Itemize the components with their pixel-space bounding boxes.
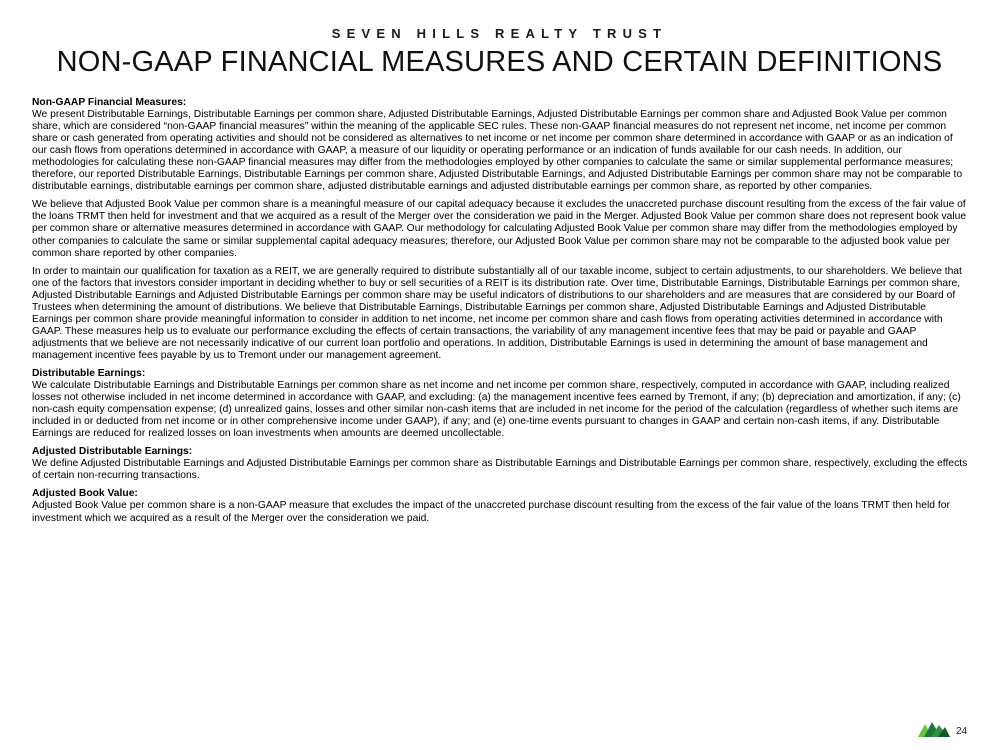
- section-heading: Non-GAAP Financial Measures:: [32, 97, 187, 108]
- section-heading: Adjusted Distributable Earnings:: [32, 446, 193, 458]
- section-distributable-earnings: [32, 368, 968, 440]
- section-adjusted-book-value: [32, 488, 968, 524]
- paragraph: Adjusted Book Value per common share is a non-GAAP measure that excludes the impact of the unaccreted purchase discount resulting from the excess of the fair value of the loans TRMT then held for investment which we acquired as a result of the Merger over the consideration we paid.: [32, 500, 950, 524]
- paragraph: We believe that Adjusted Book Value per common share is a meaningful measure of our capital adequacy because it excludes the unaccreted purchase discount resulting from the excess of the fair value of the loans TRMT then held for investment and that we acquired as a result of the Merger over the consideration we paid in the Merger. Adjusted Book Value per common share does not represent book value per common share or alternative measures determined in accordance with GAAP. Our methodology for calculating Adjusted Book Value per common share may differ from the methodologies employed by other companies to calculate the same or similar supplemental capital adequacy measures; therefore, our Adjusted Book Value per common share may not be comparable to the adjusted book value per common share reported by other companies.: [32, 199, 967, 259]
- mountains-logo-icon: [918, 720, 950, 737]
- page-number: 24: [956, 726, 968, 737]
- brand-name: SEVEN HILLS REALTY TRUST: [331, 26, 668, 41]
- paragraph: We calculate Distributable Earnings and Distributable Earnings per common share as net income and net income per common share, respectively, computed in accordance with GAAP, including realized losses not otherwise included in net income determined in accordance with GAAP, and excluding: (a) the management incentive fees earned by Tremont, if any; (b) depreciation and amortization, if any; (c) non-cash equity compensation expense; (d) unrealized gains, losses and other similar non-cash items that are included in net income for the period of the calculation (regardless of whether such items are included in or deducted from net income or in other comprehensive income under GAAP), if any; and (e) one-time events pursuant to changes in GAAP and certain non-cash items, if any. Distributable Earnings are reduced for realized losses on loan investments when amounts are deemed uncollectable.: [32, 380, 961, 440]
- section-heading: Distributable Earnings:: [32, 367, 146, 379]
- document-body: [32, 97, 968, 531]
- section-heading: Adjusted Book Value:: [32, 488, 138, 500]
- section-adjusted-distributable-earnings: [32, 446, 968, 482]
- section-non-gaap: [32, 97, 968, 362]
- paragraph: In order to maintain our qualification for taxation as a REIT, we are generally required to distribute substantially all of our taxable income, subject to certain adjustments, to our shareholders. We believe that one of the factors that investors consider important in deciding whether to buy or sell securities of a REIT is its distribution rate. Over time, Distributable Earnings, Distributable Earnings per common share, Adjusted Distributable Earnings and Adjusted Distributable Earnings per common share may be useful indicators of distributions to our shareholders and are measures that are considered by our Board of Trustees when determining the amount of distributions. We believe that Distributable Earnings, Distributable Earnings per common share, Adjusted Distributable Earnings and Adjusted Distributable Earnings per common share provide meaningful information to consider in addition to net income, net income per common share and cash flows from operating activities determined in accordance with GAAP. These measures help us to evaluate our performance excluding the effects of certain transactions, the variability of any management incentive fees that may be paid or payable and GAAP adjustments that we believe are not necessarily indicative of our current loan portfolio and operations. In addition, Distributable Earnings is used in determining the amount of base management and management incentive fees payable by us to Tremont under our management agreement.: [32, 265, 962, 361]
- page-title: NON-GAAP FINANCIAL MEASURES AND CERTAIN DEFINITIONS: [56, 46, 943, 78]
- paragraph: We define Adjusted Distributable Earnings and Adjusted Distributable Earnings per common share as Distributable Earnings and Distributable Earnings per common share, respectively, excluding the effects of certain non-recurring transactions.: [32, 458, 968, 482]
- paragraph: We present Distributable Earnings, Distributable Earnings per common share, Adjusted Distributable Earnings, Adjusted Distributable Earnings per common share and Adjusted Book Value per common share, which are considered “non-GAAP financial measures” within the meaning of the applicable SEC rules. These non-GAAP financial measures do not represent net income, net income per common share or cash generated from operating activities and should not be considered as alternatives to net income or net income per common share determined in accordance with GAAP or as an indication of our cash flows from operations determined in accordance with GAAP, a measure of our liquidity or operating performance or an indication of funds available for our cash needs. In addition, our methodologies for calculating these non-GAAP financial measures may differ from the methodologies employed by other companies to calculate the same or similar supplemental performance measures; therefore, our reported Distributable Earnings, Distributable Earnings per common share, Adjusted Distributable Earnings, and Adjusted Distributable Earnings per common share may not be comparable to distributable earnings, distributable earnings per common share, adjusted distributable earnings and adjusted distributable earnings per common share, as reported by other companies.: [32, 109, 963, 193]
